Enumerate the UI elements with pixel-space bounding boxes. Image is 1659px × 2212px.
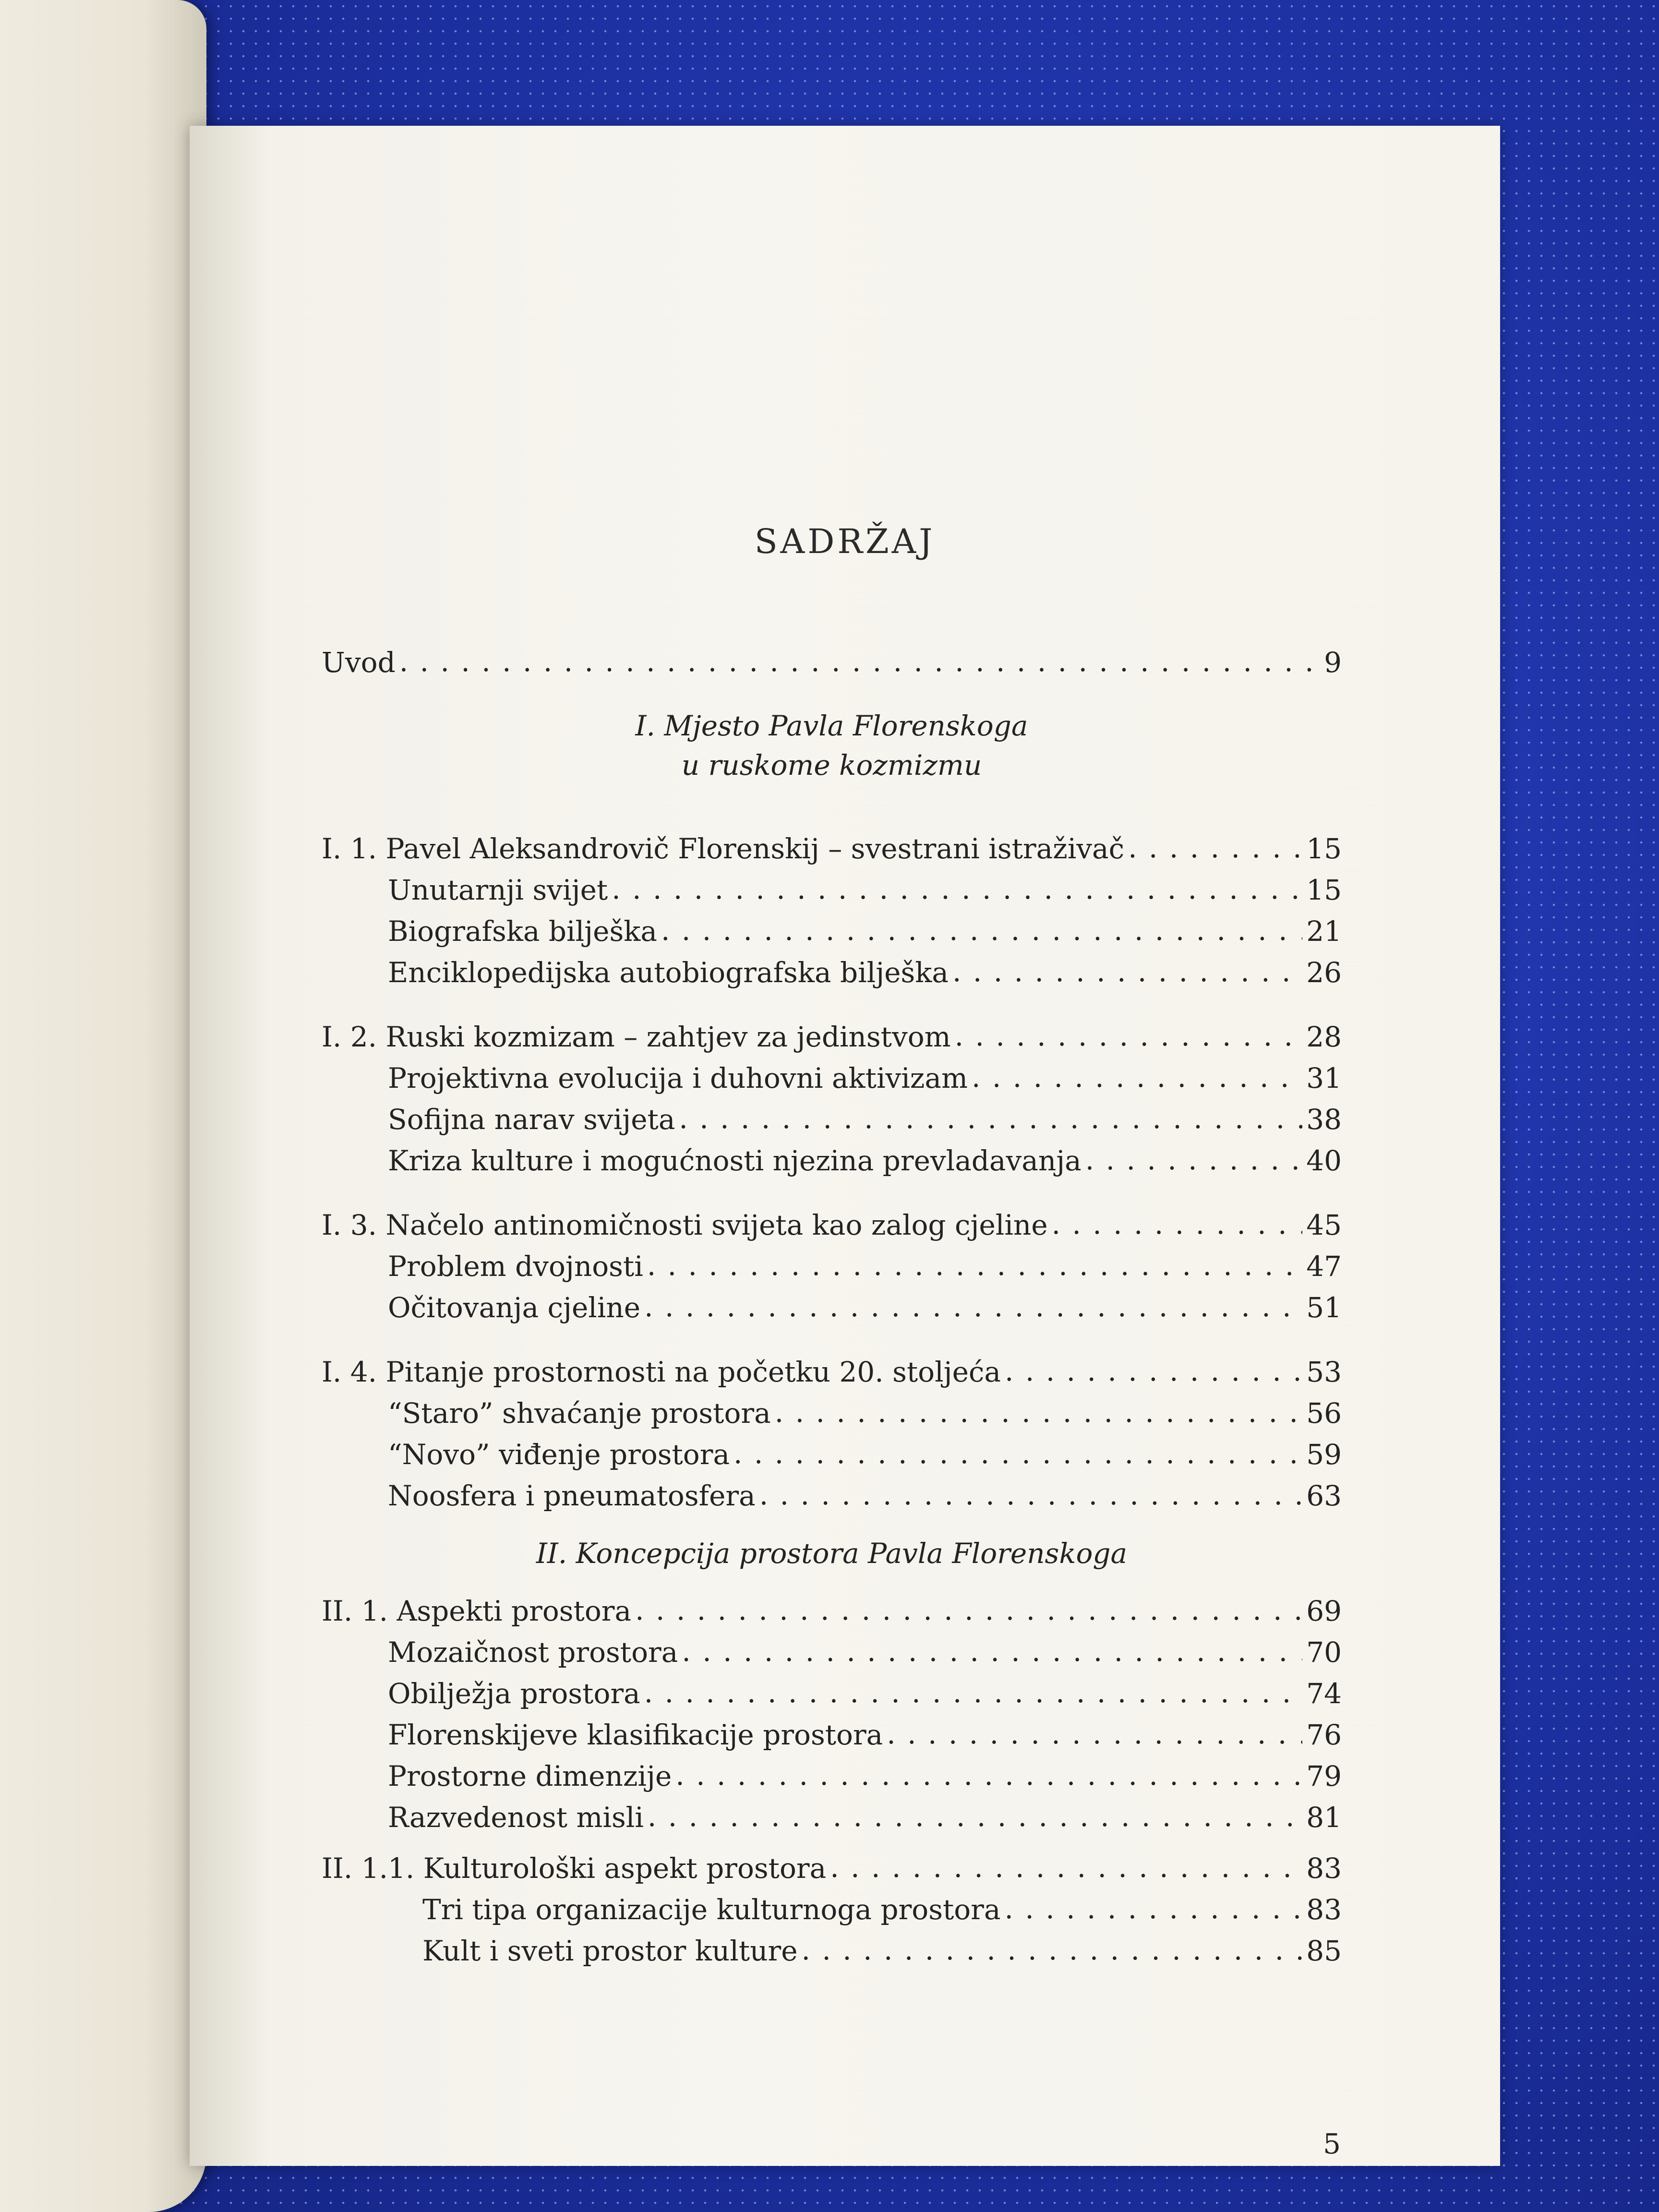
toc-entry: Florenskijeve klasifikacije prostora . . . 76: [322, 1714, 1342, 1755]
toc-entry: Obilježja prostora . . . 74: [322, 1673, 1342, 1714]
toc-entry: Očitovanja cjeline . . . 51: [322, 1287, 1342, 1328]
part-heading-line2: u ruskome kozmizmu: [681, 749, 982, 781]
table-of-contents: [322, 642, 1342, 1972]
toc-entry: Problem dvojnosti . . . 47: [322, 1246, 1342, 1287]
toc-entry: “Novo” viđenje prostora . . . 59: [322, 1434, 1342, 1475]
part-heading: I. Mjesto Pavla Florenskoga: [635, 709, 1028, 742]
toc-entry: Razvedenost misli . . . 81: [322, 1797, 1342, 1838]
toc-entry: I. 3. Načelo antinomičnosti svijeta kao zalog cjeline . . . 45: [322, 1204, 1342, 1246]
toc-entry: “Staro” shvaćanje prostora . . . 56: [322, 1393, 1342, 1434]
toc-entry: Prostorne dimenzije . . . 79: [322, 1755, 1342, 1797]
toc-entry: Biografska bilješka . . . 21: [322, 911, 1342, 952]
toc-entry-uvod: Uvod . . . 9: [322, 642, 1342, 683]
toc-entry: I. 2. Ruski kozmizam – zahtjev za jedinstvom . . . 28: [322, 1016, 1342, 1058]
toc-entry: Projektivna evolucija i duhovni aktivizam . . . 31: [322, 1058, 1342, 1099]
toc-entry: I. 1. Pavel Aleksandrovič Florenskij – svestrani istraživač . . . 15: [322, 828, 1342, 869]
toc-entry: Sofijna narav svijeta . . . 38: [322, 1099, 1342, 1140]
toc-entry: Noosfera i pneumatosfera . . . 63: [322, 1475, 1342, 1516]
toc-entry: Unutarnji svijet . . . 15: [322, 869, 1342, 911]
page-number: 5: [1323, 2128, 1341, 2160]
toc-entry: II. 1. Aspekti prostora . . . 69: [322, 1590, 1342, 1632]
part-heading: II. Koncepcija prostora Pavla Florenskoga: [536, 1537, 1128, 1570]
toc-entry: I. 4. Pitanje prostornosti na početku 20. stoljeća . . . 53: [322, 1351, 1342, 1393]
toc-entry: Kult i sveti prostor kulture . . . 85: [322, 1930, 1342, 1972]
toc-entry: Kriza kulture i mogućnosti njezina prevladavanja . . . 40: [322, 1140, 1342, 1181]
page-title: SADRŽAJ: [754, 522, 936, 561]
book-page: [190, 126, 1500, 2166]
dot-leader: [399, 641, 1320, 682]
left-page-edge: [0, 0, 206, 2212]
toc-entry: Mozaičnost prostora . . . 70: [322, 1632, 1342, 1673]
toc-entry: II. 1.1. Kulturološki aspekt prostora . . . 83: [322, 1848, 1342, 1889]
toc-entry: Tri tipa organizacije kulturnoga prostora . . . 83: [322, 1889, 1342, 1930]
toc-entry: Enciklopedijska autobiografska bilješka . . . 26: [322, 952, 1342, 993]
